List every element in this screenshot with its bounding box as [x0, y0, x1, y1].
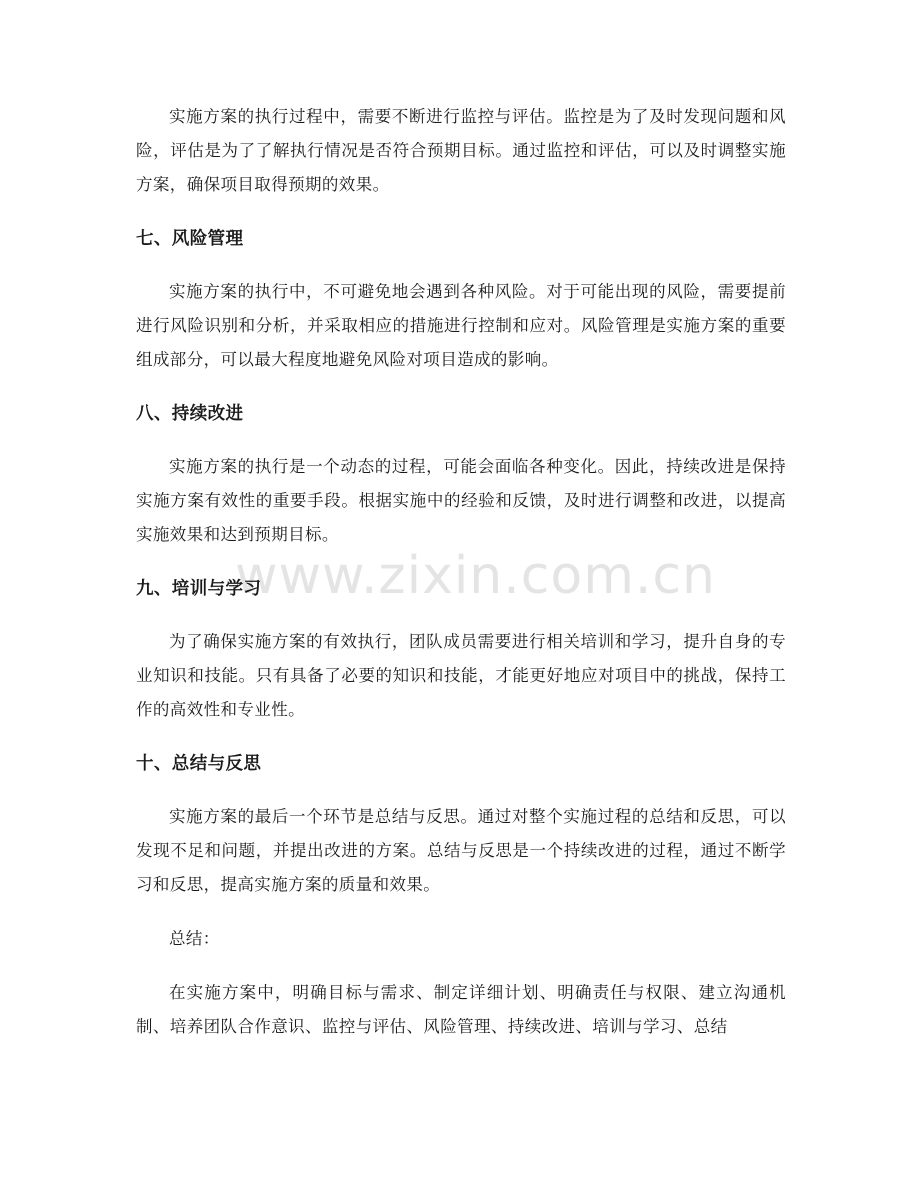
heading-continuous-improvement: 八、持续改进 [136, 404, 244, 424]
watermark-text: www.zixin.com.cn [235, 546, 716, 606]
summary-label: 总结： [169, 929, 220, 948]
heading-training: 九、培训与学习 [136, 579, 262, 599]
paragraph-summary: 在实施方案中，明确目标与需求、制定详细计划、明确责任与权限、建立沟通机制、培养团队合作意识、监控与评估、风险管理、持续改进、培训与学习、总结 [136, 983, 786, 1036]
paragraph-monitoring: 实施方案的执行过程中，需要不断进行监控与评估。监控是为了及时发现问题和风险，评估是为了了解执行情况是否符合预期目标。通过监控和评估，可以及时调整实施方案，确保项目取得预期的效果。 [136, 107, 786, 194]
paragraph-risk-management: 实施方案的执行中，不可避免地会遇到各种风险。对于可能出现的风险，需要提前进行风险识别和分析，并采取相应的措施进行控制和应对。风险管理是实施方案的重要组成部分，可以最大程度地避免风险对项目造成的影响。 [136, 282, 786, 369]
heading-summary-reflection: 十、总结与反思 [136, 754, 262, 774]
paragraph-training: 为了确保实施方案的有效执行，团队成员需要进行相关培训和学习，提升自身的专业知识和技能。只有具备了必要的知识和技能，才能更好地应对项目中的挑战，保持工作的高效性和专业性。 [136, 632, 786, 719]
document-page [136, 100, 786, 1044]
paragraph-continuous-improvement: 实施方案的执行是一个动态的过程，可能会面临各种变化。因此，持续改进是保持实施方案有效性的重要手段。根据实施中的经验和反馈，及时进行调整和改进，以提高实施效果和达到预期目标。 [136, 457, 786, 544]
heading-risk-management: 七、风险管理 [136, 229, 244, 249]
paragraph-summary-reflection: 实施方案的最后一个环节是总结与反思。通过对整个实施过程的总结和反思，可以发现不足和问题，并提出改进的方案。总结与反思是一个持续改进的过程，通过不断学习和反思，提高实施方案的质量和效果。 [136, 807, 786, 894]
